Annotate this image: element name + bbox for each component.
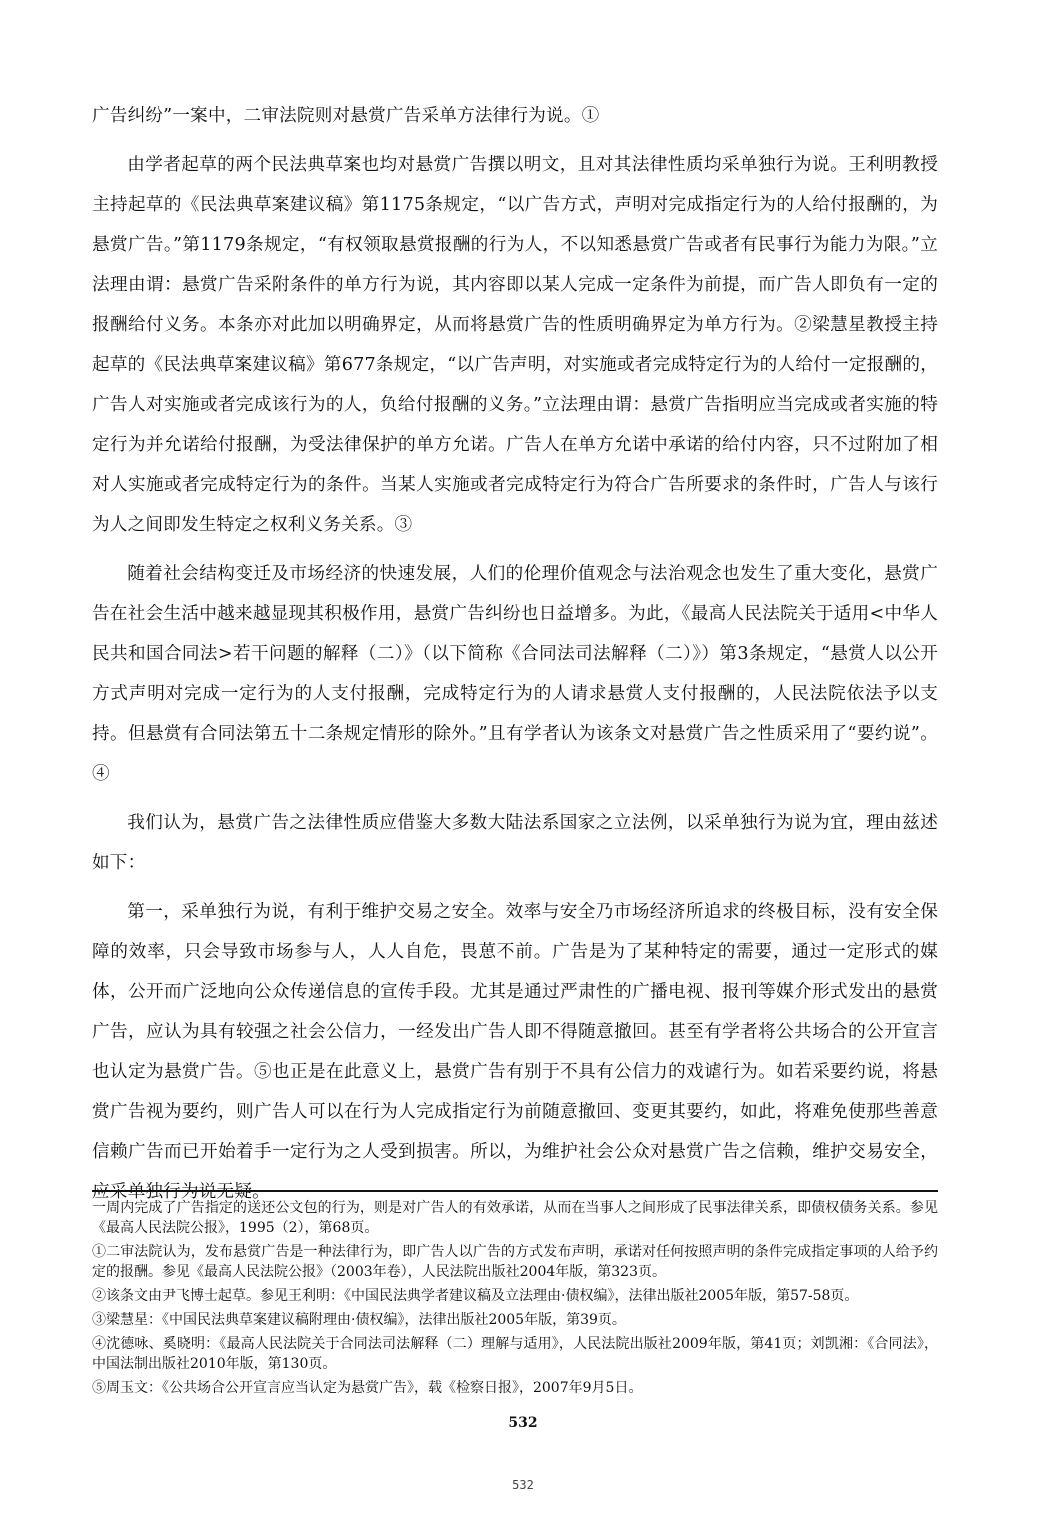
footnote-3: ③梁慧星：《中国民法典草案建议稿附理由·债权编》，法律出版社2005年版，第39页。 <box>92 1312 626 1328</box>
scan-page-number: 532 <box>512 1478 534 1492</box>
paragraph-draft-codes: 由学者起草的两个民法典草案也均对悬赏广告撰以明文，且对其法律性质均采单独行为说。王利明教授主持起草的《民法典草案建议稿》第1175条规定，“以广告方式，声明对完成指定行为的人给付报酬的，为悬赏广告。”第1179条规定，“有权领取悬赏报酬的行为人，不以知悉悬赏广告或者有民事行为能力为限。”立法理由谓：悬赏广告采附条件的单方行为说，其内容即以某人完成一定条件为前提，而广告人即负有一定的报酬给付义务。本条亦对此加以明确界定，从而将悬赏广告的性质明确界定为单方行为。②梁慧星教授主持起草的《民法典草案建议稿》第677条规定，“以广告声明，对实施或者完成特定行为的人给付一定报酬的，广告人对实施或者完成该行为的人，负给付报酬的义务。”立法理由谓：悬赏广告指明应当完成或者实施的特定行为并允诺给付报酬，为受法律保护的单方允诺。广告人在单方允诺中承诺的给付内容，只不过附加了相对人实施或者完成特定行为的条件。当某人实施或者完成特定行为符合广告所要求的条件时，广告人与该行为人之间即发生特定之权利义务关系。③ <box>92 155 938 535</box>
paragraph-judicial-interpretation: 随着社会结构变迁及市场经济的快速发展，人们的伦理价值观念与法治观念也发生了重大变化，悬赏广告在社会生活中越来越显现其积极作用，悬赏广告纠纷也日益增多。为此，《最高人民法院关于适用<中华人民共和国合同法>若干问题的解释（二）》（以下简称《合同法司法解释（二）》）第3条规定，“悬赏人以公开方式声明对完成一定行为的人支付报酬，完成特定行为的人请求悬赏人支付报酬的，人民法院依法予以支持。但悬赏有合同法第五十二条规定情形的除外。”且有学者认为该条文对悬赏广告之性质采用了“要约说”。④ <box>92 564 938 784</box>
body-text <box>92 96 938 1221</box>
paragraph-continuation: 广告纠纷”一案中，二审法院则对悬赏广告采单方法律行为说。① <box>92 106 600 126</box>
printed-page-number: 532 <box>508 1415 538 1431</box>
footnote-5: ⑤周玉文：《公共场合公开宣言应当认定为悬赏广告》，载《检察日报》，2007年9月5日。 <box>92 1380 643 1396</box>
footnote-divider <box>92 1190 938 1192</box>
footnote-2: ②该条文由尹飞博士起草。参见王利明：《中国民法典学者建议稿及立法理由·债权编》，法律出版社2005年版，第57-58页。 <box>92 1288 859 1304</box>
footnote-1: ①二审法院认为，发布悬赏广告是一种法律行为，即广告人以广告的方式发布声明，承诺对任何按照声明的条件完成指定事项的人给予约定的报酬。参见《最高人民法院公报》（2003年卷），人民法院出版社2004年版，第323页。 <box>92 1244 938 1280</box>
footnote-4: ④沈德咏、奚晓明：《最高人民法院关于合同法司法解释（二）理解与适用》，人民法院出版社2009年版，第41页；刘凯湘：《合同法》，中国法制出版社2010年版，第130页。 <box>92 1336 938 1372</box>
paragraph-first-reason: 第一，采单独行为说，有利于维护交易之安全。效率与安全乃市场经济所追求的终极目标，没有安全保障的效率，只会导致市场参与人，人人自危，畏葸不前。广告是为了某种特定的需要，通过一定形式的媒体，公开而广泛地向公众传递信息的宣传手段。尤其是通过严肃性的广播电视、报刊等媒介形式发出的悬赏广告，应认为具有较强之社会公信力，一经发出广告人即不得随意撤回。甚至有学者将公共场合的公开宣言也认定为悬赏广告。⑤也正是在此意义上，悬赏广告有别于不具有公信力的戏谑行为。如若采要约说，将悬赏广告视为要约，则广告人可以在行为人完成指定行为前随意撤回、变更其要约，如此，将难免使那些善意信赖广告而已开始着手一定行为之人受到损害。所以，为维护社会公众对悬赏广告之信赖，维护交易安全，应采单独行为说无疑。 <box>92 902 938 1202</box>
footnote-continuation: 一周内完成了广告指定的送还公文包的行为，则是对广告人的有效承诺，从而在当事人之间形成了民事法律关系，即债权债务关系。参见《最高人民法院公报》，1995（2），第68页。 <box>92 1200 938 1236</box>
paragraph-our-view: 我们认为，悬赏广告之法律性质应借鉴大多数大陆法系国家之立法例，以采单独行为说为宜，理由兹述如下： <box>92 813 938 873</box>
footnotes <box>92 1198 938 1402</box>
